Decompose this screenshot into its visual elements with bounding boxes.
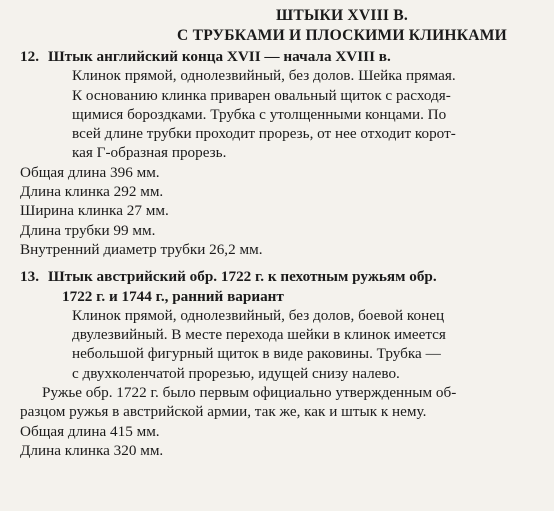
item-13-specs xyxy=(20,422,544,461)
item-12-desc-line: К основанию клинка приварен овальный щиток с расходя- xyxy=(72,86,451,104)
spec-socket-diameter: Внутренний диаметр трубки 26,2 мм. xyxy=(20,240,263,258)
item-12-heading-text: Штык английский конца XVII — начала XVIII в. xyxy=(48,48,391,65)
title-line-1: ШТЫКИ XVIII В. xyxy=(276,7,408,24)
item-12-desc-line: щимися бороздками. Трубка с утолщенными концами. По xyxy=(72,105,447,123)
item-13-desc-line: небольшой фигурный щиток в виде раковины. Трубка — xyxy=(72,345,441,363)
spec-total-length: Общая длина 396 мм. xyxy=(20,163,160,181)
item-13-number: 13. xyxy=(20,268,39,286)
item-12-description xyxy=(72,66,544,162)
spec-total-length: Общая длина 415 мм. xyxy=(20,422,160,440)
item-12-desc-line: всей длине трубки проходит прорезь, от нее отходит корот- xyxy=(72,125,456,143)
item-13-heading xyxy=(20,267,544,286)
item-13-desc-line: Клинок прямой, однолезвийный, без долов, боевой конец xyxy=(72,306,445,324)
item-13-note xyxy=(20,383,544,422)
section-title xyxy=(140,6,544,45)
spec-blade-length: Длина клинка 292 мм. xyxy=(20,183,164,201)
item-13-note-line: Ружье обр. 1722 г. было первым официально утвержденным об- xyxy=(42,384,457,402)
item-12-desc-line: кая Г-образная прорезь. xyxy=(72,144,227,162)
item-13-description xyxy=(72,306,544,383)
item-13-note-line: разцом ружья в австрийской армии, так же, как и штык к нему. xyxy=(20,403,427,421)
item-12-specs xyxy=(20,163,544,259)
item-13-desc-line: двулезвийный. В месте перехода шейки в клинок имеется xyxy=(72,326,446,344)
item-12-heading xyxy=(20,47,544,66)
item-12-desc-line: Клинок прямой, однолезвийный, без долов. Шейка прямая. xyxy=(72,67,456,85)
item-13-desc-line: с двухколенчатой прорезью, идущей снизу налево. xyxy=(72,364,400,382)
spec-blade-length: Длина клинка 320 мм. xyxy=(20,441,164,459)
item-13-heading-cont: 1722 г. и 1744 г., ранний вариант xyxy=(62,287,284,305)
title-line-2: С ТРУБКАМИ И ПЛОСКИМИ КЛИНКАМИ xyxy=(177,26,507,44)
spec-blade-width: Ширина клинка 27 мм. xyxy=(20,202,169,220)
spec-socket-length: Длина трубки 99 мм. xyxy=(20,221,156,239)
item-12-number: 12. xyxy=(20,48,39,65)
item-13-heading-text: Штык австрийский обр. 1722 г. к пехотным ружьям обр. xyxy=(48,268,437,286)
